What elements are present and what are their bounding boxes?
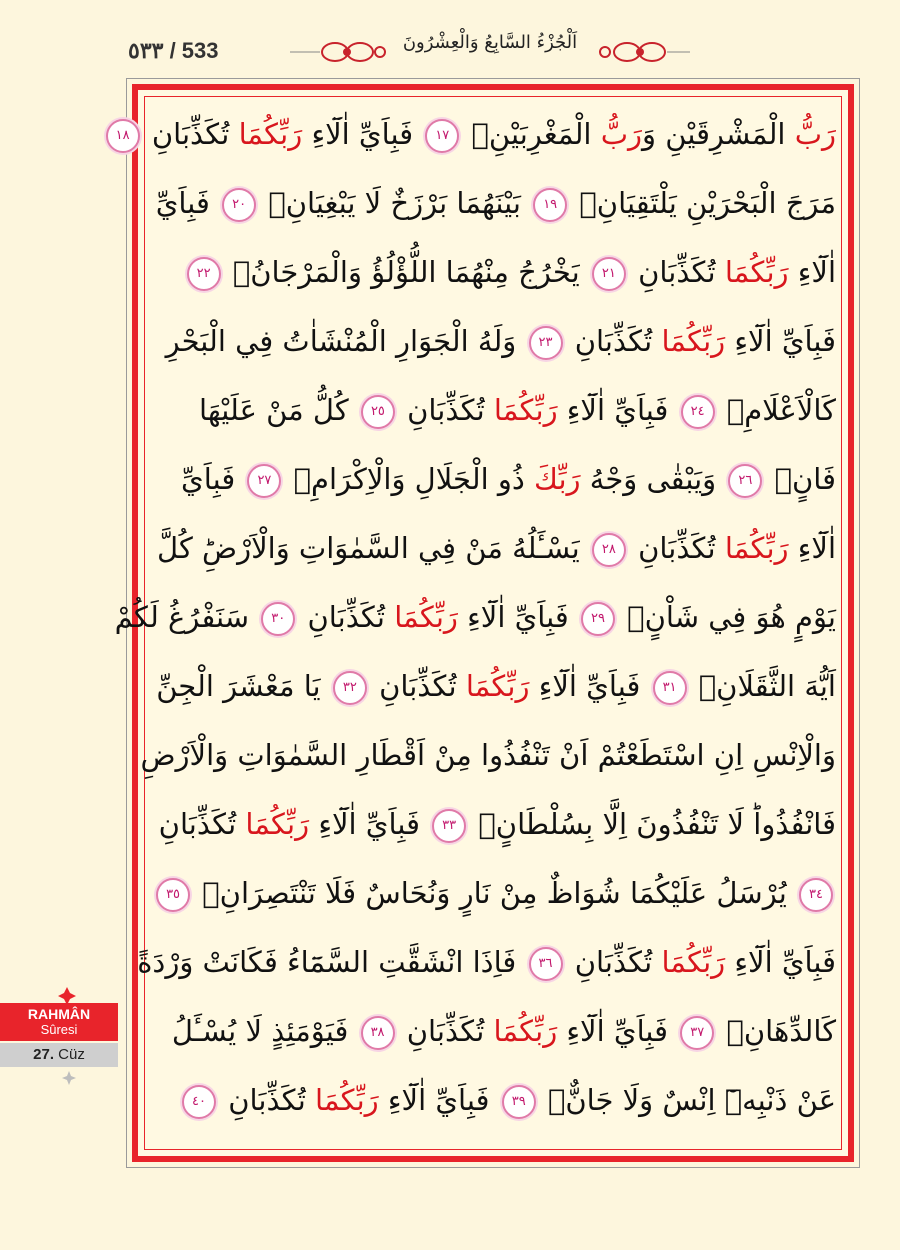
ayah-number-marker: ٢١: [592, 257, 626, 291]
ayah-number-marker: ٢٢: [187, 257, 221, 291]
verse-text: فَبِاَيِّ: [181, 462, 245, 496]
verse-text: اٰلَٓاءِ: [788, 255, 836, 289]
ayah-number-marker: ٣٩: [502, 1085, 536, 1119]
divine-name-text: رَبُّ: [600, 117, 643, 151]
verse-text: تُكَذِّبَانِ: [219, 1083, 315, 1117]
ayah-number-marker: ٣٠: [261, 602, 295, 636]
verse-line: [114, 583, 836, 652]
verse-text: فَبِاَيِّ اٰلَٓاءِ: [557, 393, 678, 427]
verse-text: فَبِاَيِّ اٰلَٓاءِ: [309, 807, 430, 841]
verse-text: يَوْمٍ هُوَ فِي شَاْنٍۚ: [617, 600, 836, 634]
verse-text: وَالْاِنْسِ اِنِ اسْتَطَعْتُمْ اَنْ تَنْفُذُوا مِنْ اَقْطَارِ السَّمٰوَاتِ وَالْاَرْضِ: [140, 738, 836, 772]
divine-name-text: رَبُّ: [794, 117, 836, 151]
verse-line: [150, 307, 836, 376]
ayah-number-marker: ٤٠: [182, 1085, 216, 1119]
verse-text: فَانْفُذُواؕ لَا تَنْفُذُونَ اِلَّا بِسُلْطَانٍۚ: [469, 807, 836, 841]
verse-text: تُكَذِّبَانِ: [158, 807, 246, 841]
verse-text: فَبِاَيِّ: [155, 186, 220, 220]
verse-line: [150, 997, 836, 1066]
verse-text: فَاِذَا انْشَقَّتِ السَّمَٓاءُ فَكَانَتْ وَرْدَةً: [137, 945, 526, 979]
ayah-number-marker: ٣٣: [432, 809, 466, 843]
page-number: ٥٣٣ / 533: [128, 38, 219, 63]
verse-text: فَبِاَيِّ اٰلَٓاءِ: [457, 600, 578, 634]
verse-text: كُلُّ مَنْ عَلَيْهَا: [199, 393, 358, 427]
divine-name-text: رَبِّكُمَا: [238, 117, 303, 151]
ayah-number-marker: ٣١: [653, 671, 687, 705]
divine-name-text: رَبِّكُمَا: [724, 255, 789, 289]
verse-text: تُكَذِّبَانِ: [142, 117, 239, 151]
divine-name-text: رَبِّكُمَا: [493, 393, 558, 427]
verse-line: [137, 928, 836, 997]
verse-text: مَرَجَ الْبَحْرَيْنِ يَلْتَقِيَانِۙ: [570, 186, 836, 220]
verse-line: [115, 100, 836, 169]
verse-text: فَبِاَيِّ اٰلَٓاءِ: [725, 324, 836, 358]
ayah-number-marker: ١٧: [425, 119, 459, 153]
verse-text: فَيَوْمَئِذٍ لَا يُسْـَٔلُ: [171, 1014, 358, 1048]
verse-text: ذُو الْجَلَالِ وَالْاِكْرَامِۚ: [284, 462, 535, 496]
ayah-number-marker: ٢٤: [681, 395, 715, 429]
divine-name-text: رَبِّكُمَا: [661, 945, 726, 979]
verse-text: يَا مَعْشَرَ الْجِنِّ: [156, 669, 330, 703]
verse-text: يُرْسَلُ عَلَيْكُمَا شُوَاظٌ مِنْ نَارٍ وَنُحَاسٌ فَلَا تَنْتَصِرَانِۚ: [193, 876, 796, 910]
right-ornament-icon: [595, 40, 690, 64]
left-ornament-icon: [290, 40, 400, 64]
verse-line: [150, 859, 836, 928]
verse-text: تُكَذِّبَانِ: [628, 531, 725, 565]
surah-name: RAHMÂN: [27, 1006, 91, 1022]
verse-line: [150, 445, 836, 514]
verse-line: [150, 376, 836, 445]
verse-text: فَبِاَيِّ اٰلَٓاءِ: [557, 1014, 678, 1048]
verse-text-block: [114, 100, 836, 1148]
verse-text: تُكَذِّبَانِ: [369, 669, 466, 703]
surah-label: Sûresi: [40, 1022, 78, 1037]
verse-text: تُكَذِّبَانِ: [397, 1014, 494, 1048]
verse-text: تُكَذِّبَانِ: [397, 393, 494, 427]
juz-box: [0, 1043, 118, 1067]
verse-text: اٰلَٓاءِ: [788, 531, 836, 565]
verse-text: وَلَهُ الْجَوَارِ الْمُنْشَاٰتُ فِي الْبَحْرِ: [165, 324, 526, 358]
verse-line: [150, 1066, 836, 1135]
divine-name-text: رَبِّكُمَا: [661, 324, 726, 358]
verse-line: [150, 514, 836, 583]
page-header: [0, 0, 900, 80]
verse-text: يَخْرُجُ مِنْهُمَا اللُّؤْلُؤُ وَالْمَرْجَانُۚ: [223, 255, 589, 289]
divine-name-text: رَبِّكُمَا: [245, 807, 310, 841]
ayah-number-marker: ٢٦: [728, 464, 762, 498]
ayah-number-marker: ٢٠: [222, 188, 256, 222]
ayah-number-marker: ١٩: [533, 188, 567, 222]
divine-name-text: رَبِّكُمَا: [465, 669, 530, 703]
divine-name-text: رَبِّكُمَا: [493, 1014, 558, 1048]
juz-title: اَلْجُزْءُ السَّابِعُ وَالْعِشْرُونَ: [402, 32, 578, 53]
divine-name-text: رَبِّكُمَا: [314, 1083, 379, 1117]
verse-text: اَيُّهَ الثَّقَلَانِۚ: [689, 669, 836, 703]
verse-text: فَانٍۚ: [765, 462, 836, 496]
verse-text: فَبِاَيِّ اٰلَٓاءِ: [529, 669, 650, 703]
verse-text: فَبِاَيِّ اٰلَٓاءِ: [378, 1083, 499, 1117]
ayah-number-marker: ٢٩: [581, 602, 615, 636]
fleur-bottom-icon: [62, 1071, 76, 1085]
juz-label: Cüz: [58, 1046, 85, 1063]
ayah-number-marker: ٢٣: [529, 326, 563, 360]
verse-text: وَيَبْقٰى وَجْهُ: [580, 462, 726, 496]
verse-line: [150, 790, 836, 859]
verse-text: تُكَذِّبَانِ: [628, 255, 725, 289]
verse-line: [150, 169, 836, 238]
verse-text: كَالدِّهَانِۚ: [717, 1014, 836, 1048]
ayah-number-marker: ٢٧: [247, 464, 281, 498]
verse-line: [150, 238, 836, 307]
verse-text: الْمَشْرِقَيْنِ وَ: [642, 117, 795, 151]
ayah-number-marker: ٣٧: [680, 1016, 714, 1050]
ayah-number-marker: ٣٥: [156, 878, 190, 912]
verse-text: الْمَغْرِبَيْنِۚ: [462, 117, 601, 151]
verse-text: بَيْنَهُمَا بَرْزَخٌ لَا يَبْغِيَانِۚ: [259, 186, 531, 220]
surah-side-tab[interactable]: [0, 985, 120, 1085]
verse-text: فَبِاَيِّ اٰلَٓاءِ: [302, 117, 423, 151]
ayah-number-marker: ٣٨: [361, 1016, 395, 1050]
verse-text: عَنْ ذَنْبِه۪ٓ اِنْسٌ وَلَا جَانٌّۚ: [538, 1083, 836, 1117]
divine-name-text: رَبِّكُمَا: [724, 531, 789, 565]
divine-name-text: رَبِّكُمَا: [394, 600, 458, 634]
verse-text: كَالْاَعْلَامِۚ: [717, 393, 836, 427]
verse-text: تُكَذِّبَانِ: [565, 945, 662, 979]
verse-line: [140, 721, 836, 790]
verse-line: [150, 652, 836, 721]
ayah-number-marker: ١٨: [106, 119, 140, 153]
ayah-number-marker: ٣٦: [529, 947, 563, 981]
verse-text: تُكَذِّبَانِ: [565, 324, 662, 358]
surah-name-box: [0, 1003, 118, 1041]
ayah-number-marker: ٢٥: [361, 395, 395, 429]
verse-text: يَسْـَٔلُهُ مَنْ فِي السَّمٰوَاتِ وَالْاَرْضِؕ كُلَّ: [157, 531, 589, 565]
juz-number: 27.: [33, 1046, 54, 1063]
ayah-number-marker: ٣٢: [333, 671, 367, 705]
ayah-number-marker: ٣٤: [799, 878, 833, 912]
verse-text: سَنَفْرُغُ لَكُمْ: [114, 600, 259, 634]
verse-text: تُكَذِّبَانِ: [298, 600, 395, 634]
verse-text: فَبِاَيِّ اٰلَٓاءِ: [725, 945, 836, 979]
divine-name-text: رَبِّكَ: [534, 462, 581, 496]
ayah-number-marker: ٢٨: [592, 533, 626, 567]
